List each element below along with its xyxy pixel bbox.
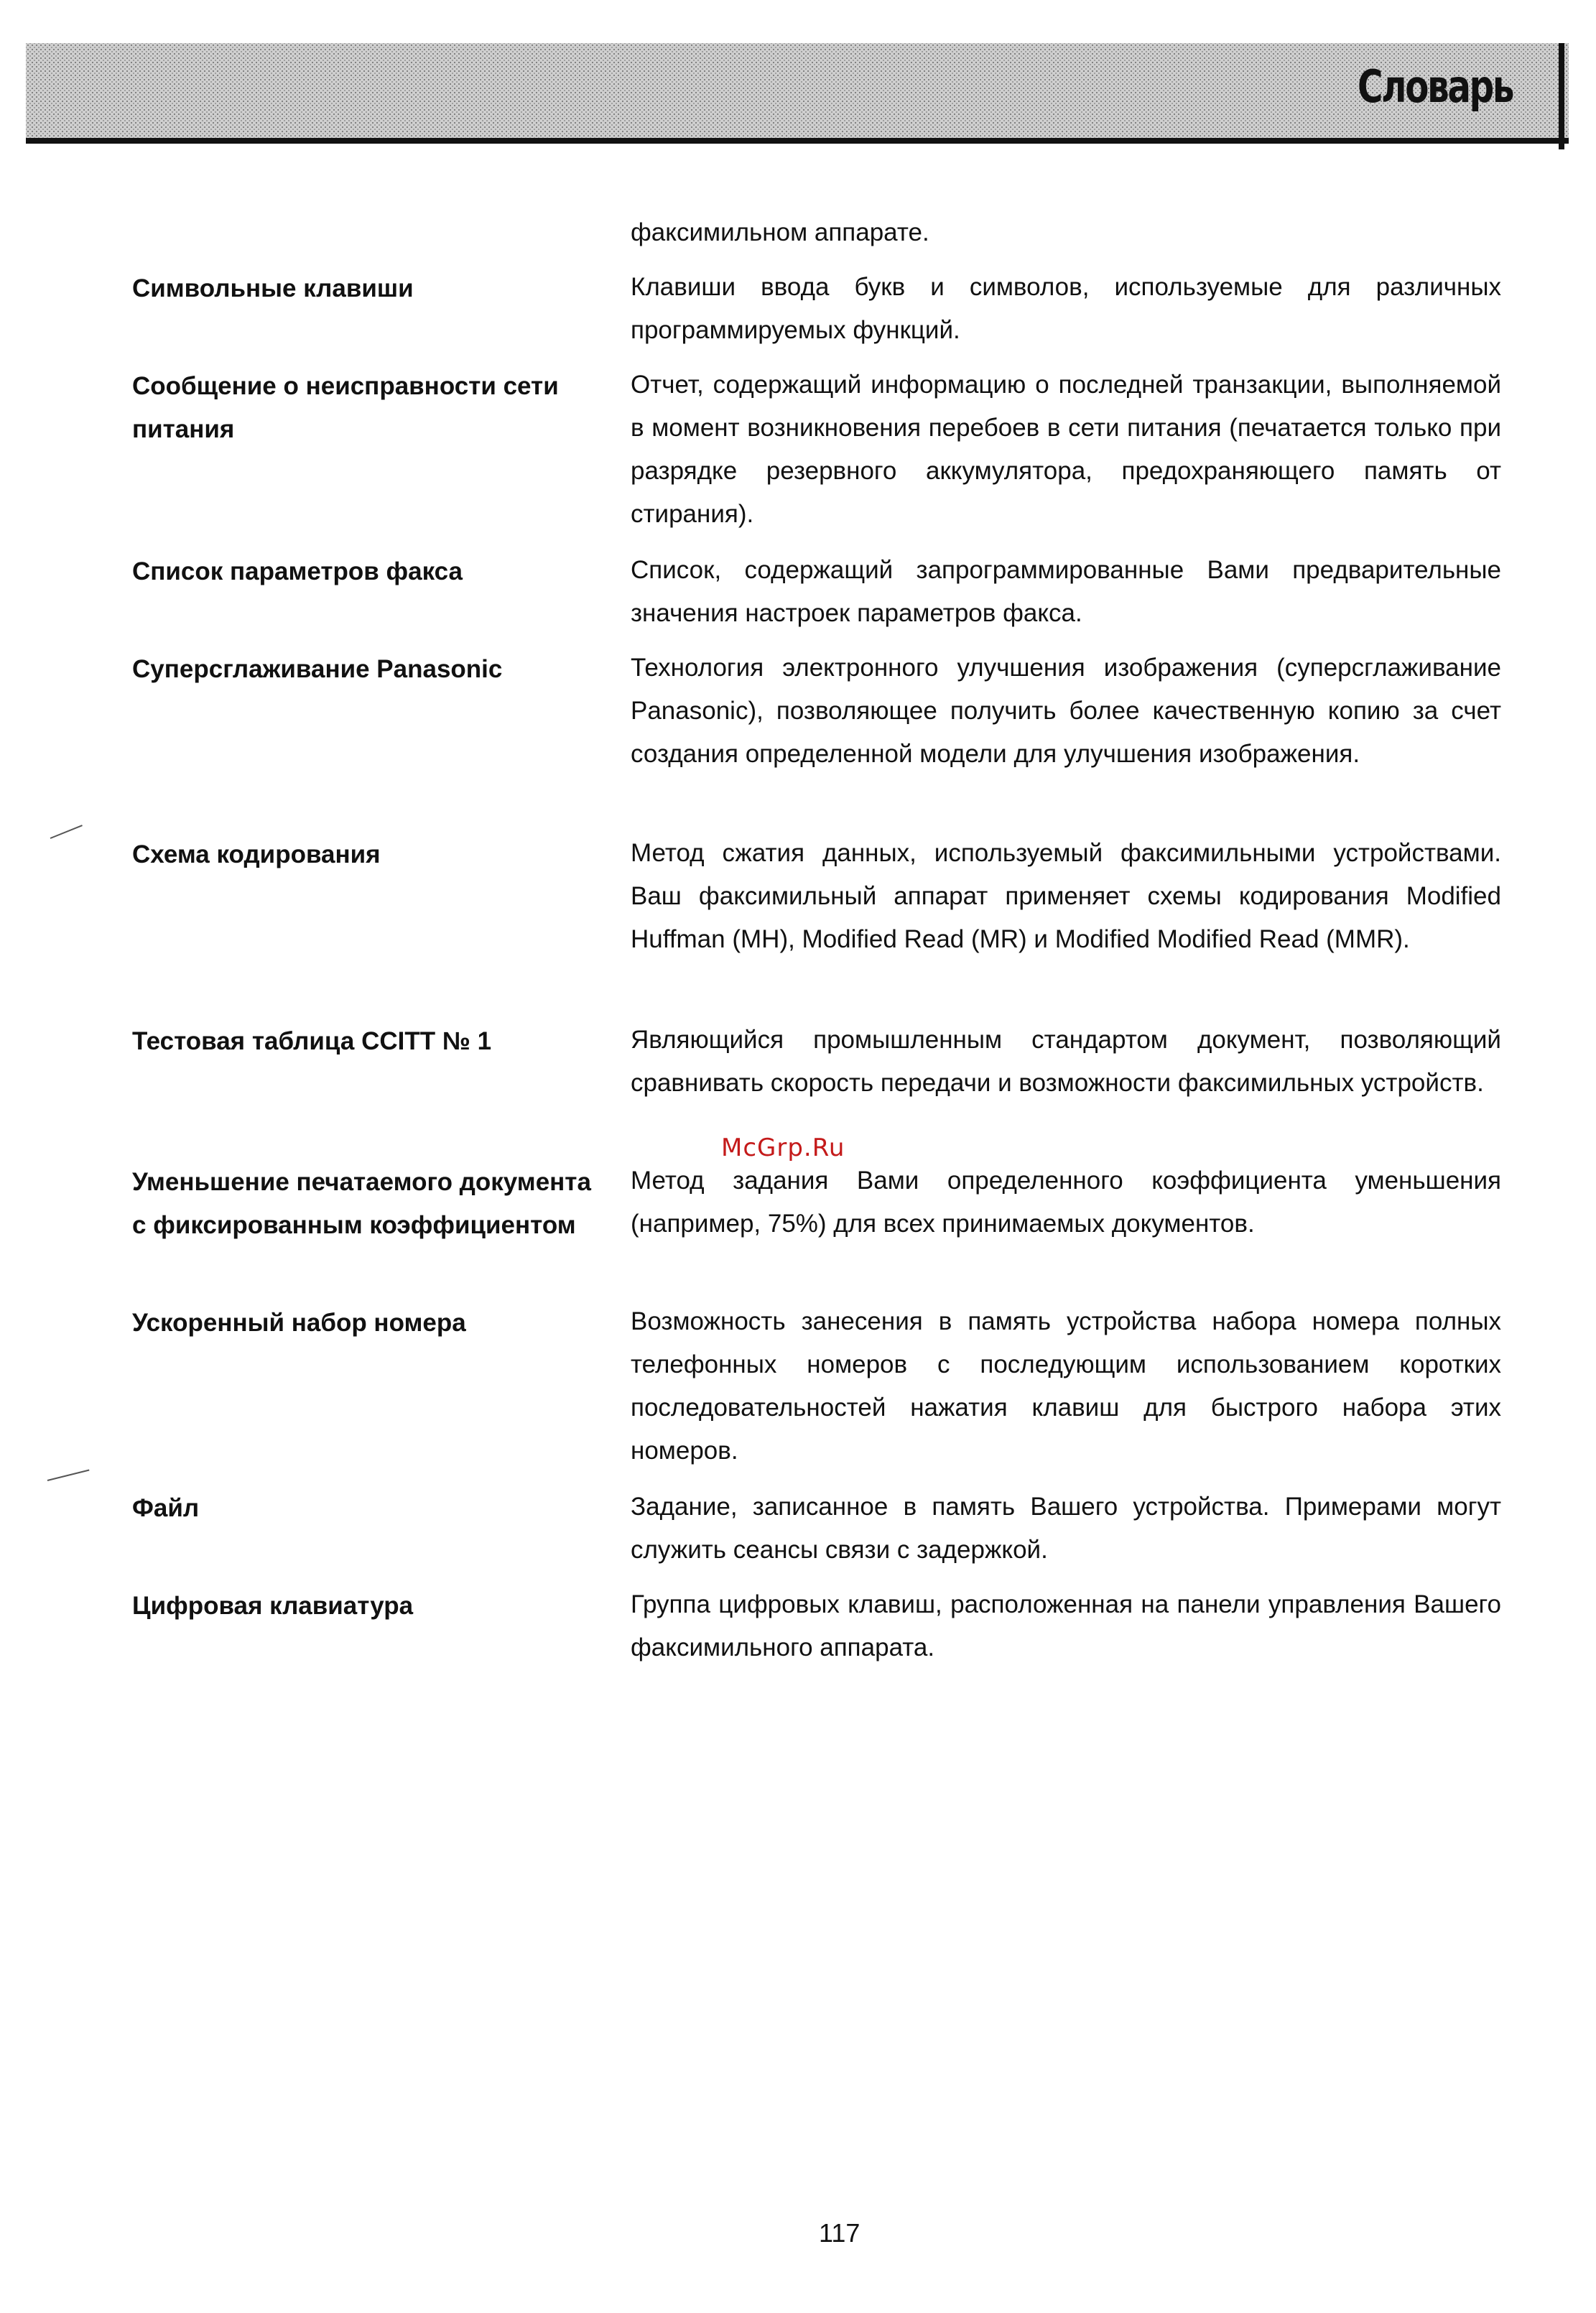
glossary-term: Цифровая клавиатура bbox=[132, 1592, 414, 1620]
glossary-definition: Задание, записанное в память Вашего устройства. Примерами могут служить сеансы связи с задержкой. bbox=[631, 1493, 1501, 1564]
glossary-term: Список параметров факса bbox=[132, 557, 463, 585]
glossary-definition: Клавиши ввода букв и символов, используемые для различных программируемых функций. bbox=[631, 273, 1501, 344]
glossary-definition: Возможность занесения в память устройства набора номера полных телефонных номеров с последующим использованием коротких последовательностей нажатия клавиш для быстрого набора этих номеров. bbox=[631, 1307, 1501, 1465]
glossary-definition: Группа цифровых клавиш, расположенная на панели управления Вашего факсимильного аппарата. bbox=[631, 1590, 1501, 1661]
glossary-definition: Отчет, содержащий информацию о последней транзакции, выполняемой в момент возникновения перебоев в сети питания (печатается только при разрядке резервного аккумулятора, предохраняющего память от стирания). bbox=[631, 371, 1501, 528]
glossary-definition: Метод сжатия данных, используемый факсимильными устройствами. Ваш факсимильный аппарат применяет схемы кодирования Modified Huffman (MH), Modified Read (MR) и Modified Modified Read (MMR). bbox=[631, 839, 1501, 953]
page-number: 117 bbox=[819, 2218, 860, 2248]
glossary-term: Символьные клавиши bbox=[132, 274, 414, 302]
glossary-definition: Являющийся промышленным стандартом документ, позволяющий сравнивать скорость передачи и возможности факсимильных устройств. bbox=[631, 1026, 1501, 1097]
glossary-definition: Список, содержащий запрограммированные Вами предварительные значения настроек параметров факса. bbox=[631, 556, 1501, 627]
watermark: McGrp.Ru bbox=[721, 1134, 845, 1162]
glossary-term: Сообщение о неисправности сети питания bbox=[132, 372, 559, 443]
section-title: Словарь bbox=[1357, 60, 1513, 113]
glossary-term: Тестовая таблица CCITT № 1 bbox=[132, 1027, 492, 1055]
glossary-term: Файл bbox=[132, 1494, 200, 1522]
glossary-definition: Метод задания Вами определенного коэффициента уменьшения (например, 75%) для всех принимаемых документов. bbox=[631, 1167, 1501, 1238]
glossary-term: Уменьшение печатаемого документа с фиксированным коэффициентом bbox=[132, 1168, 591, 1239]
glossary-definition: Технология электронного улучшения изображения (суперсглаживание Panasonic), позволяющее получить более качественную копию за счет создания определенной модели для улучшения изображения. bbox=[631, 654, 1501, 768]
glossary-term: Суперсглаживание Panasonic bbox=[132, 655, 503, 683]
glossary-term: Схема кодирования bbox=[132, 840, 381, 868]
continued-definition: факсимильном аппарате. bbox=[631, 218, 929, 246]
glossary-term: Ускоренный набор номера bbox=[132, 1309, 466, 1337]
